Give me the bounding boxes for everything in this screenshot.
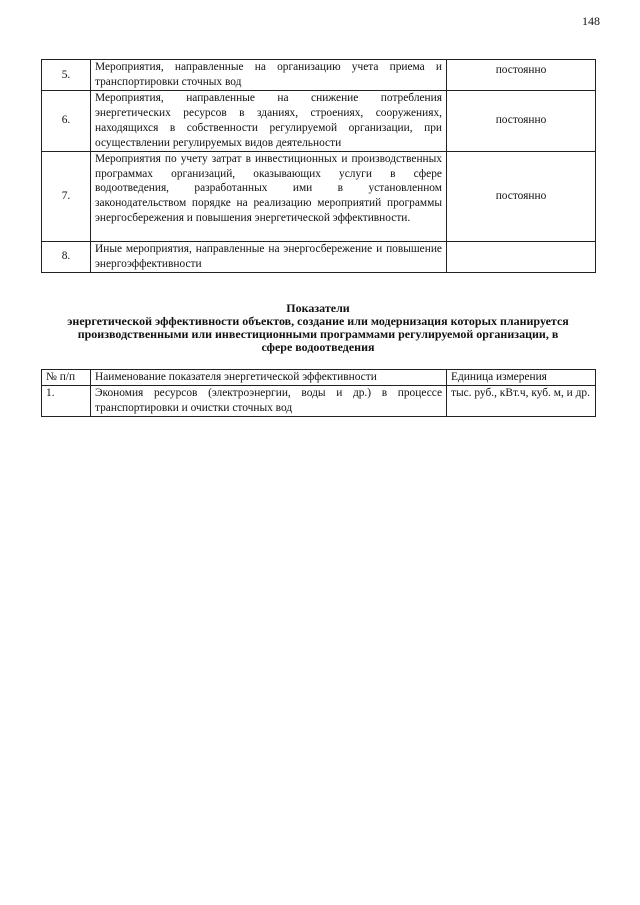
measure-term: постоянно — [447, 91, 596, 152]
row-number: 7. — [42, 151, 91, 241]
table-row — [42, 385, 596, 416]
table-row — [42, 60, 596, 91]
heading-title: Показатели — [286, 301, 350, 315]
heading-line: энергетической эффективности объектов, создание или модернизация которых планируется — [67, 314, 569, 328]
measures-table — [41, 59, 596, 273]
header-unit: Единица измерения — [447, 370, 596, 386]
header-num: № п/п — [42, 370, 91, 386]
measure-term: постоянно — [447, 151, 596, 241]
measure-description: Мероприятия по учету затрат в инвестиционных и производственных программах организаций, оказывающих услуги в сфере водоотведения, разработанных ими в установленном законодательством порядке на реализацию мероприятий программы энергосбережения и повышения энергетической эффективности. — [91, 151, 447, 241]
indicator-unit: тыс. руб., кВт.ч, куб. м, и др. — [447, 385, 596, 416]
heading-line: производственными или инвестиционными программами регулируемой организации, в — [77, 327, 559, 341]
header-name: Наименование показателя энергетической эффективности — [91, 370, 447, 386]
heading-line: сфере водоотведения — [261, 340, 375, 354]
measure-term: постоянно — [447, 60, 596, 91]
table-header-row — [42, 370, 596, 386]
indicators-table — [41, 369, 596, 417]
indicator-name: Экономия ресурсов (электроэнергии, воды и др.) в процессе транспортировки и очистки сточных вод — [91, 385, 447, 416]
row-number: 6. — [42, 91, 91, 152]
table-row — [42, 241, 596, 272]
page-number: 148 — [582, 14, 600, 28]
measure-description: Мероприятия, направленные на снижение потребления энергетических ресурсов в зданиях, строениях, сооружениях, находящихся в собственности регулируемой организации, при осуществлении регулируемых видов деятельности — [91, 91, 447, 152]
measure-description: Мероприятия, направленные на организацию учета приема и транспортировки сточных вод — [91, 60, 447, 91]
row-number: 8. — [42, 241, 91, 272]
measure-description: Иные мероприятия, направленные на энергосбережение и повышение энергоэффективности — [91, 241, 447, 272]
row-number: 1. — [42, 385, 91, 416]
table-row — [42, 151, 596, 241]
row-number: 5. — [42, 60, 91, 91]
indicators-heading — [41, 302, 595, 354]
table-row — [42, 91, 596, 152]
measure-term — [447, 241, 596, 272]
